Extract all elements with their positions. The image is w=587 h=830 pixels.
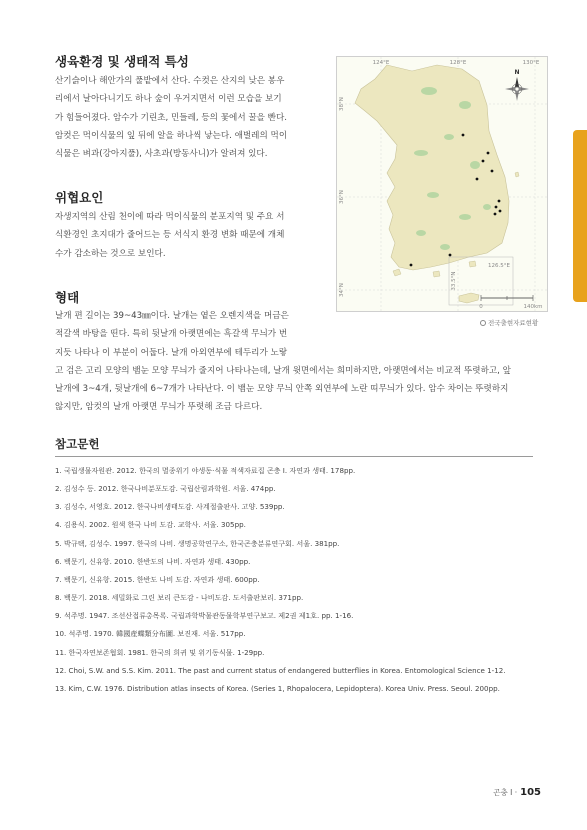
text-line: 암컷은 먹이식물의 잎 뒤에 알을 하나씩 낳는다. 애벌레의 먹이 <box>55 130 288 141</box>
north-label: N <box>514 69 520 76</box>
reference-item: 11. 한국자연보존협회. 1981. 한국의 희귀 및 위기동식물. 1-29pp. <box>55 647 265 657</box>
references-divider <box>55 456 533 457</box>
reference-item: 1. 국립생물자원관. 2012. 한국의 멸종위기 야생동·식물 적색자료집 곤충 I. 자연과 생태. 178pp. <box>55 466 356 475</box>
scale-bar <box>481 295 533 301</box>
lat-label: 36°N <box>339 190 345 204</box>
lon-label: 124°E <box>372 60 390 66</box>
inset-lat-label: 33.5°N <box>451 271 457 291</box>
reference-item: 6. 백문기, 신유항. 2010. 한반도의 나비. 자연과 생태. 430pp. <box>55 556 251 566</box>
references-list <box>55 462 505 698</box>
reference-item: 10. 석주명. 1970. 韓國産蝶類分布圖. 보진재. 서울. 517pp. <box>55 629 246 639</box>
text-line: 적갈색 바탕을 띤다. 특히 뒷날개 아랫면에는 흑갈색 무늬가 번 <box>55 329 288 340</box>
text-line: 가 힘들어졌다. 암수가 기린초, 민들레, 등의 꽃에서 꿀을 빤다. <box>55 112 288 123</box>
reference-item: 3. 김성수, 서영호. 2012. 한국나비생태도감. 사계절출판사. 고양. 539pp. <box>55 502 285 512</box>
reference-item: 13. Kim, C.W. 1976. Distribution atlas insects of Korea. (Series 1, Rhopalocera, Lepidoptera). Korea Univ. Press. Seoul. 200pp. <box>55 683 500 693</box>
chapter-tab <box>573 130 587 302</box>
references-title: 참고문헌 <box>55 437 100 451</box>
lat-label: 34°N <box>339 283 345 297</box>
reference-item: 2. 김성수 등. 2012. 한국나비분포도감. 국립산림과학원. 서울. 474pp. <box>55 484 276 494</box>
text-line: 리에서 날아다니기도 하나 숲이 우거지면서 이런 모습을 보기 <box>55 94 282 105</box>
scale-start-label: 0 <box>479 304 483 310</box>
text-line: 고 검은 고리 모양의 뱀눈 모양 무늬가 줄지어 나타나는데, 날개 윗면에서는 희미하지만, 아랫면에서는 비교적 뚜렷하고, 앞 <box>55 365 511 376</box>
map-credit <box>480 318 538 327</box>
text-line: 산기슭이나 해안가의 풀밭에서 산다. 수컷은 산지의 낮은 봉우 <box>55 76 285 86</box>
text-line: 자생지역의 산림 천이에 따라 먹이식물의 분포지역 및 주요 서 <box>55 212 285 222</box>
text-line: 날개 편 길이는 39~43㎜이다. 날개는 옅은 오렌지색을 머금은 <box>55 311 289 321</box>
habitat-title: 생육환경 및 생태적 특성 <box>55 54 189 69</box>
reference-item: 4. 김용식. 2002. 원색 한국 나비 도감. 교학사. 서울. 305pp. <box>55 520 246 530</box>
lon-label: 128°E <box>449 60 467 66</box>
threat-body <box>55 208 284 263</box>
distribution-map <box>336 56 548 312</box>
footer-label: 곤충 I · <box>493 788 518 797</box>
text-line: 지듯 나타나 이 부분이 어둡다. 날개 아외연부에 테두리가 노랗 <box>55 347 288 358</box>
text-line: 식환경인 초지대가 줄어드는 등 서식지 환경 변화 때문에 개체 <box>55 230 285 241</box>
reference-item: 7. 백문기, 신유항. 2015. 한반도 나비 도감. 자연과 생태. 600pp. <box>55 574 260 584</box>
reference-item: 5. 박규택, 김성수. 1997. 한국의 나비. 생명공학연구소, 한국곤충분류연구회. 서울. 381pp. <box>55 538 340 548</box>
text-line: 식물은 벼과(강아지풀), 사초과(방동사니)가 알려져 있다. <box>55 149 268 160</box>
reference-item: 9. 석주명. 1947. 조선산접류총목록. 국립과학박물관동물학부연구보고. 제2권 제1호. pp. 1-16. <box>55 611 354 621</box>
morph-title: 형태 <box>55 290 80 305</box>
inset-lon-label: 126.5°E <box>488 263 510 269</box>
text-line: 날개에 3~4개, 뒷날개에 6~7개가 나타난다. 이 뱀눈 모양 무늬 안쪽 외연부에 노란 띠무늬가 있다. 암수 차이는 뚜렷하지 <box>55 384 509 395</box>
lat-label: 38°N <box>339 97 345 111</box>
threat-title: 위협요인 <box>55 190 104 205</box>
habitat-body <box>55 72 287 163</box>
info-icon <box>480 320 486 326</box>
lon-label: 130°E <box>522 60 540 66</box>
scale-end-label: 140km <box>523 304 543 310</box>
map-credit-text: 전국출현자료현황 <box>488 319 539 327</box>
jeju-island <box>459 293 479 303</box>
morph-body <box>55 307 511 417</box>
text-line: 수가 감소하는 것으로 보인다. <box>55 248 166 259</box>
text-line: 않지만, 암컷의 날개 아랫면 무늬가 뚜렷해 조금 다르다. <box>55 402 263 413</box>
reference-item: 8. 백문기. 2018. 세밀화로 그린 보리 큰도감 - 나비도감. 도서출판보리. 371pp. <box>55 593 304 603</box>
peninsula-land <box>355 65 509 270</box>
page-footer <box>493 787 541 798</box>
page-number: 105 <box>520 787 541 798</box>
reference-item: 12. Choi, S.W. and S.S. Kim. 2011. The past and current status of endangered butterflies in Korea. Entomological Science 1-12. <box>55 665 506 675</box>
map-svg <box>337 57 547 311</box>
compass-rose <box>505 77 529 101</box>
